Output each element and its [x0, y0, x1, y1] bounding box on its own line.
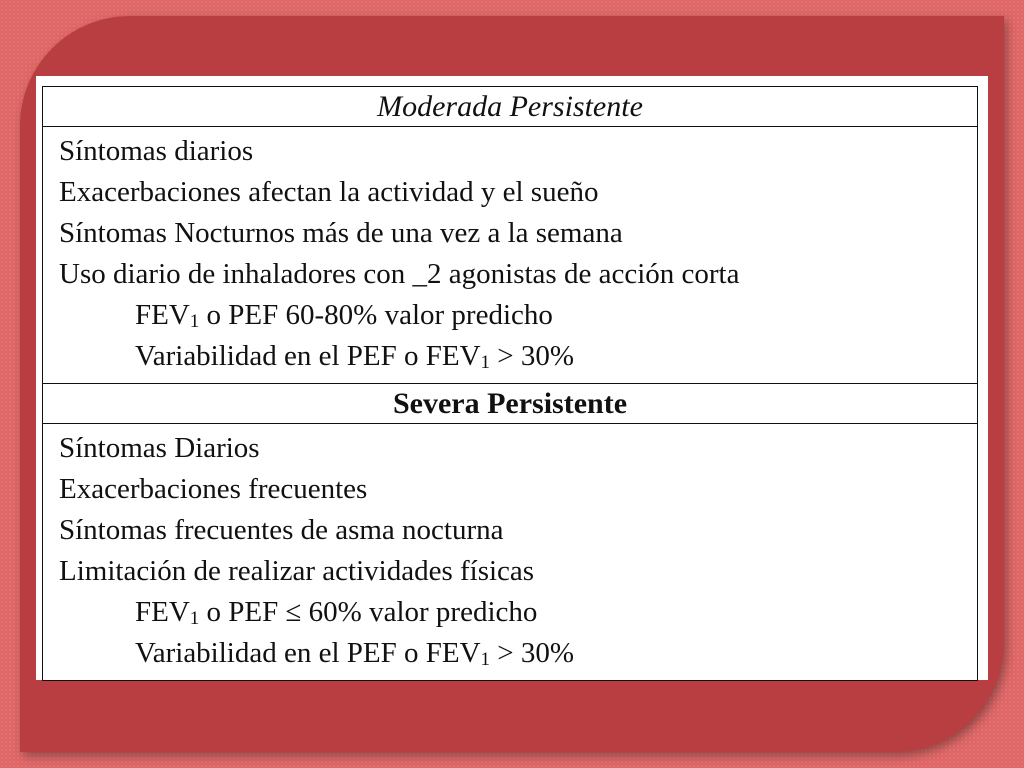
severe-persistent-cell [43, 424, 977, 680]
symptom-line: Uso diario de inhaladores con _2 agonistas de acción corta [59, 258, 740, 290]
symptom-line: Exacerbaciones frecuentes [59, 473, 368, 505]
symptom-line: Síntomas diarios [59, 135, 254, 167]
table-frame [36, 76, 988, 680]
lung-function-line: $FEV_1$ o PEF 60-80% valor predicho [135, 299, 553, 332]
symptom-line: Exacerbaciones afectan la actividad y el sueño [59, 176, 599, 208]
symptom-line: Síntomas Diarios [59, 432, 260, 464]
symptom-line: Síntomas Nocturnos más de una vez a la semana [59, 217, 623, 249]
moderate-persistent-cell [43, 127, 977, 383]
severe-persistent-header: Severa Persistente [43, 383, 977, 424]
asthma-classification-table [42, 86, 978, 681]
symptom-line: Limitación de realizar actividades físicas [59, 555, 535, 587]
variability-line: Variabilidad en el PEF o $FEV_1 > 30\%$ [135, 637, 575, 670]
lung-function-line: $FEV_1$ o PEF ≤ 60% valor predicho [135, 596, 538, 629]
moderate-persistent-header: Moderada Persistente [43, 87, 977, 127]
variability-line: Variabilidad en el PEF o $FEV_1 > 30\%$ [135, 340, 575, 373]
symptom-line: Síntomas frecuentes de asma nocturna [59, 514, 504, 546]
